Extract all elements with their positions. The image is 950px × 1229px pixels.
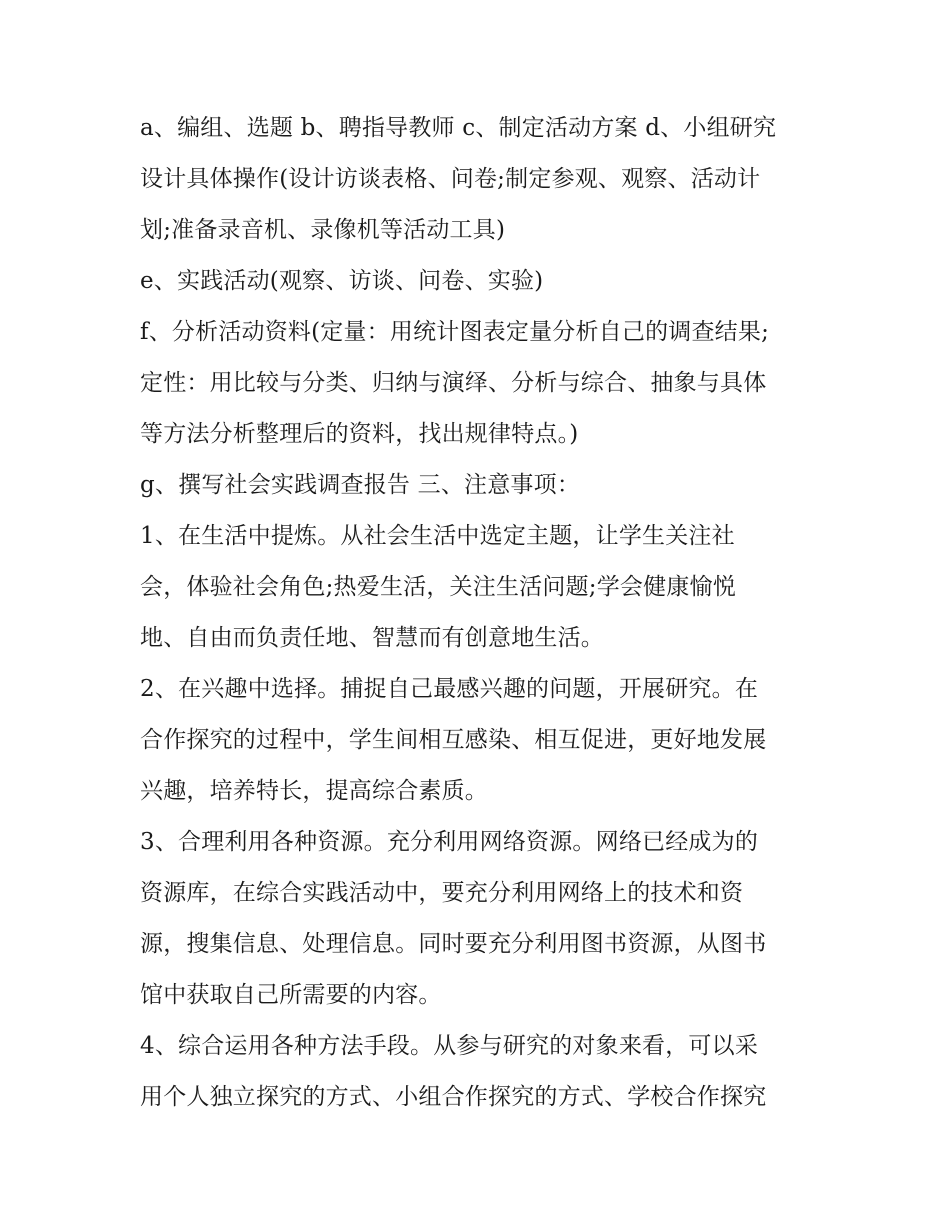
text-line: e、实践活动(观察、访谈、问卷、实验)	[140, 268, 544, 294]
text-line: f、分析活动资料(定量：用统计图表定量分析自己的调查结果;	[140, 319, 770, 345]
text-line: 资源库，在综合实践活动中，要充分利用网络上的技术和资	[140, 880, 744, 906]
text-line: 地、自由而负责任地、智慧而有创意地生活。	[140, 625, 604, 651]
text-line: 4、综合运用各种方法手段。从参与研究的对象来看，可以采	[140, 1033, 759, 1059]
text-line: 会，体验社会角色;热爱生活，关注生活问题;学会健康愉悦	[140, 574, 736, 600]
text-line: g、撰写社会实践调查报告 三、注意事项：	[140, 472, 581, 498]
document-body	[140, 103, 820, 1123]
text-line: a、编组、选题 b、聘指导教师 c、制定活动方案 d、小组研究	[140, 115, 777, 141]
text-line: 用个人独立探究的方式、小组合作探究的方式、学校合作探究	[140, 1084, 767, 1110]
text-line: 等方法分析整理后的资料，找出规律特点。)	[140, 421, 579, 447]
text-line: 3、合理利用各种资源。充分利用网络资源。网络已经成为的	[140, 829, 759, 855]
text-line: 2、在兴趣中选择。捕捉自己最感兴趣的问题，开展研究。在	[140, 676, 759, 702]
text-line: 1、在生活中提炼。从社会生活中选定主题，让学生关注社	[140, 523, 735, 549]
text-line: 定性：用比较与分类、归纳与演绎、分析与综合、抽象与具体	[140, 370, 767, 396]
text-line: 划;准备录音机、录像机等活动工具)	[140, 217, 506, 243]
text-line: 设计具体操作(设计访谈表格、问卷;制定参观、观察、活动计	[140, 166, 761, 192]
text-line: 兴趣，培养特长，提高综合素质。	[140, 778, 488, 804]
text-line: 馆中获取自己所需要的内容。	[140, 982, 442, 1008]
text-line: 合作探究的过程中，学生间相互感染、相互促进，更好地发展	[140, 727, 767, 753]
text-line: 源，搜集信息、处理信息。同时要充分利用图书资源，从图书	[140, 931, 767, 957]
